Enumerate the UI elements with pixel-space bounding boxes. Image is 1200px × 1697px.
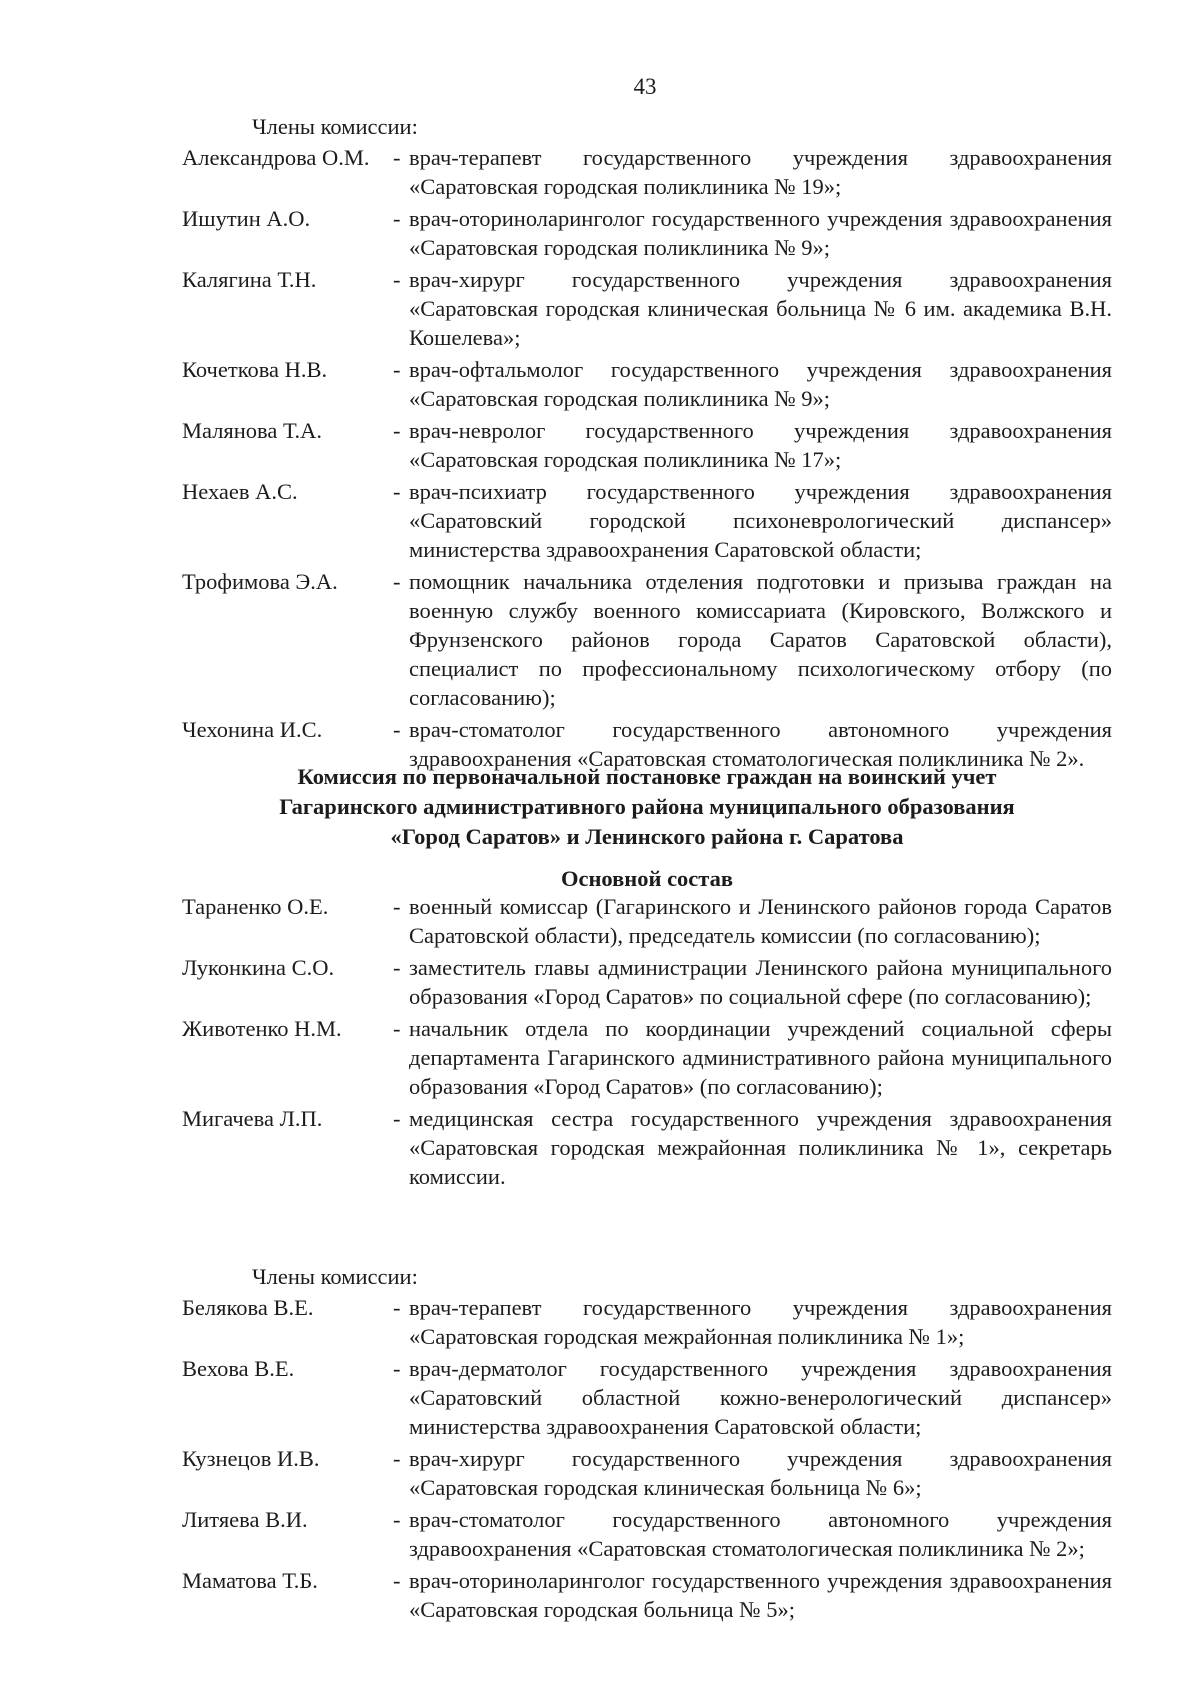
- member-name: Животенко Н.М.: [182, 1016, 342, 1041]
- member-name: Нехаев А.С.: [182, 479, 298, 504]
- member-name: Ишутин А.О.: [182, 206, 311, 231]
- member-description: помощник начальника отделения подготовки и призыва граждан на военную службу военного комиссариата (Кировского, Волжского и Фрунзенского районов города Саратов Саратовской области), специалист по профессиональному психологическому отбору (по согласованию);: [409, 569, 1112, 710]
- dash: -: [393, 894, 401, 919]
- dash: -: [393, 1568, 401, 1593]
- dash: -: [393, 418, 401, 443]
- dash: -: [393, 1356, 401, 1381]
- main-composition-heading: Основной состав: [560, 866, 734, 891]
- member-name: Малянова Т.А.: [182, 418, 322, 443]
- dash: -: [393, 1507, 401, 1532]
- commission-title-line: «Город Саратов» и Ленинского района г. Саратова: [390, 824, 904, 849]
- member-description: врач-офтальмолог государственного учреждения здравоохранения «Саратовская городская поликлиника № 9»;: [409, 357, 1112, 411]
- member-row: [182, 567, 1112, 712]
- commission-title: [182, 762, 1112, 852]
- member-description: врач-хирург государственного учреждения здравоохранения «Саратовская городская клиническая больница № 6»;: [409, 1446, 1112, 1500]
- dash: -: [393, 1295, 401, 1320]
- member-name: Тараненко О.Е.: [182, 894, 329, 919]
- members-section-2: [182, 1262, 1112, 1627]
- dash: -: [393, 1106, 401, 1131]
- members-section-1: [182, 112, 1112, 776]
- member-row: [182, 477, 1112, 564]
- member-description: врач-терапевт государственного учреждения здравоохранения «Саратовская городская поликлиника № 19»;: [409, 145, 1112, 199]
- member-description: врач-терапевт государственного учреждения здравоохранения «Саратовская городская межрайонная поликлиника № 1»;: [409, 1295, 1112, 1349]
- member-name: Литяева В.И.: [182, 1507, 308, 1532]
- member-row: [182, 355, 1112, 413]
- dash: -: [393, 267, 401, 292]
- member-description: врач-дерматолог государственного учреждения здравоохранения «Саратовский областной кожно-венерологический диспансер» министерства здравоохранения Саратовской области;: [409, 1356, 1112, 1439]
- member-name: Трофимова Э.А.: [182, 569, 338, 594]
- member-row: [182, 1014, 1112, 1101]
- dash: -: [393, 145, 401, 170]
- member-description: военный комиссар (Гагаринского и Ленинского районов города Саратов Саратовской области), председатель комиссии (по согласованию);: [409, 894, 1112, 948]
- member-description: врач-стоматолог государственного автономного учреждения здравоохранения «Саратовская стоматологическая поликлиника № 2».: [409, 717, 1112, 771]
- members-label: Члены комиссии:: [252, 114, 418, 139]
- main-composition-section: [182, 892, 1112, 1194]
- member-name: Александрова О.М.: [182, 145, 370, 170]
- member-row: [182, 416, 1112, 474]
- member-description: врач-невролог государственного учреждения здравоохранения «Саратовская городская поликлиника № 17»;: [409, 418, 1112, 472]
- members-label: Члены комиссии:: [252, 1264, 418, 1289]
- member-row: [182, 1354, 1112, 1441]
- page-number: 43: [633, 74, 657, 99]
- member-row: [182, 892, 1112, 950]
- member-row: [182, 1444, 1112, 1502]
- dash: -: [393, 357, 401, 382]
- member-description: врач-психиатр государственного учреждения здравоохранения «Саратовский городской психоневрологический диспансер» министерства здравоохранения Саратовской области;: [409, 479, 1112, 562]
- member-description: медицинская сестра государственного учреждения здравоохранения «Саратовская городская межрайонная поликлиника № 1», секретарь комиссии.: [409, 1106, 1112, 1189]
- dash: -: [393, 479, 401, 504]
- member-name: Кочеткова Н.В.: [182, 357, 328, 382]
- dash: -: [393, 1016, 401, 1041]
- member-name: Кузнецов И.В.: [182, 1446, 320, 1471]
- member-name: Чехонина И.С.: [182, 717, 323, 742]
- member-row: [182, 1293, 1112, 1351]
- dash: -: [393, 206, 401, 231]
- member-name: Калягина Т.Н.: [182, 267, 317, 292]
- member-description: врач-хирург государственного учреждения здравоохранения «Саратовская городская клиническая больница № 6 им. академика В.Н. Кошелева»;: [409, 267, 1112, 350]
- member-row: [182, 204, 1112, 262]
- member-name: Вехова В.Е.: [182, 1356, 295, 1381]
- member-description: врач-оториноларинголог государственного учреждения здравоохранения «Саратовская городская поликлиника № 9»;: [409, 206, 1112, 260]
- member-row: [182, 953, 1112, 1011]
- member-description: заместитель главы администрации Ленинского района муниципального образования «Город Саратов» по социальной сфере (по согласованию);: [409, 955, 1112, 1009]
- member-row: [182, 1104, 1112, 1191]
- dash: -: [393, 717, 401, 742]
- member-row: [182, 1505, 1112, 1563]
- member-description: начальник отдела по координации учреждений социальной сферы департамента Гагаринского административного района муниципального образования «Город Саратов» (по согласованию);: [409, 1016, 1112, 1099]
- member-name: Мигачева Л.П.: [182, 1106, 323, 1131]
- commission-title-line: Комиссия по первоначальной постановке граждан на воинский учет: [297, 764, 997, 789]
- dash: -: [393, 955, 401, 980]
- dash: -: [393, 569, 401, 594]
- member-row: [182, 143, 1112, 201]
- member-row: [182, 1566, 1112, 1624]
- member-name: Луконкина С.О.: [182, 955, 335, 980]
- member-row: [182, 265, 1112, 352]
- commission-title-line: Гагаринского административного района муниципального образования: [279, 794, 1015, 819]
- member-description: врач-оториноларинголог государственного учреждения здравоохранения «Саратовская городская больница № 5»;: [409, 1568, 1112, 1622]
- member-name: Маматова Т.Б.: [182, 1568, 318, 1593]
- member-description: врач-стоматолог государственного автономного учреждения здравоохранения «Саратовская стоматологическая поликлиника № 2»;: [409, 1507, 1112, 1561]
- member-name: Белякова В.Е.: [182, 1295, 314, 1320]
- dash: -: [393, 1446, 401, 1471]
